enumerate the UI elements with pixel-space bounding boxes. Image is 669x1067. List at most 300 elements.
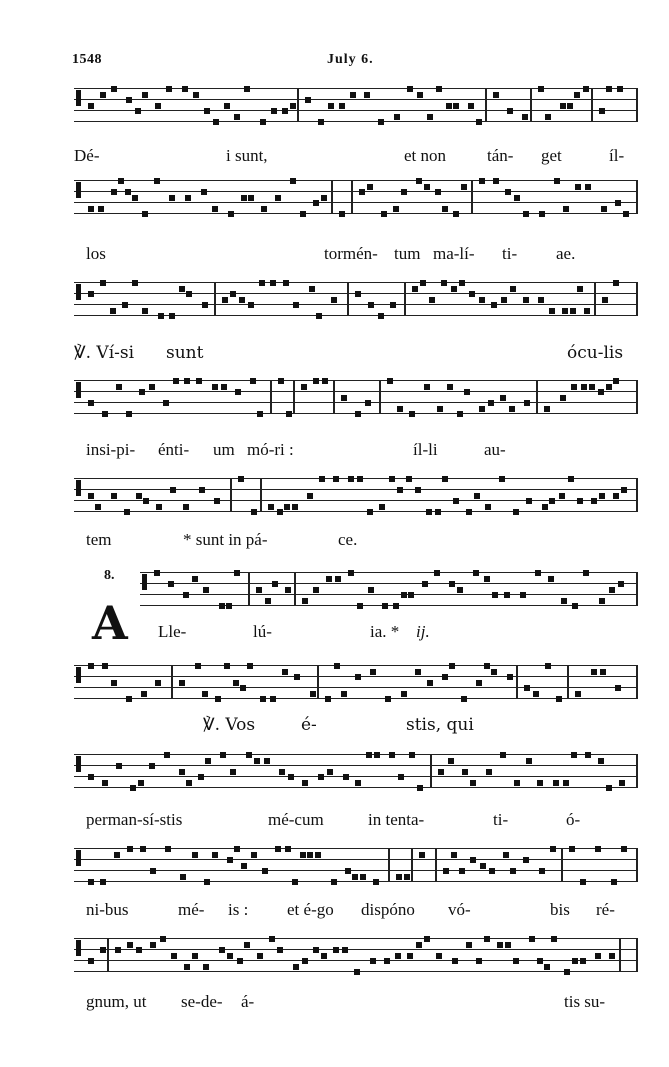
- neume-note: [213, 119, 219, 125]
- neume-note: [544, 964, 550, 970]
- lyric-line-3: [0, 343, 669, 367]
- syllable: ij.: [416, 622, 430, 641]
- neume-note: [98, 206, 104, 212]
- neume-note: [542, 504, 548, 510]
- neume-note: [271, 108, 277, 114]
- syllable: mé-cum: [268, 810, 324, 829]
- lyric-line-9: [0, 900, 669, 924]
- syllable: ti-: [502, 244, 518, 263]
- neume-note: [501, 297, 507, 303]
- neume-note: [88, 103, 94, 109]
- neume-note: [493, 178, 499, 184]
- neume-note: [184, 378, 190, 384]
- syllable: Dé-: [74, 146, 100, 165]
- neume-note: [301, 384, 307, 390]
- neume-note: [224, 103, 230, 109]
- end-bar-line: [636, 572, 638, 605]
- neume-note: [401, 592, 407, 598]
- neume-note: [149, 763, 155, 769]
- neume-note: [393, 206, 399, 212]
- bar-line: [171, 665, 173, 698]
- neume-note: [507, 108, 513, 114]
- neume-note: [204, 879, 210, 885]
- neume-note: [571, 384, 577, 390]
- neume-note: [514, 780, 520, 786]
- neume-note: [491, 669, 497, 675]
- syllable: bis: [550, 900, 570, 919]
- c-clef-icon: [76, 182, 81, 198]
- neume-note: [370, 958, 376, 964]
- neume-note: [215, 696, 221, 702]
- neume-note: [221, 384, 227, 390]
- staff-line: [74, 870, 638, 871]
- staff-line: [74, 391, 638, 392]
- neume-note: [179, 769, 185, 775]
- staff-line: [74, 282, 638, 283]
- neume-note: [165, 846, 171, 852]
- neume-note: [422, 581, 428, 587]
- syllable: dispóno: [361, 900, 415, 919]
- neume-note: [484, 936, 490, 942]
- syllable: ré-: [596, 900, 615, 919]
- neume-note: [453, 211, 459, 217]
- neume-note: [419, 852, 425, 858]
- neume-note: [447, 384, 453, 390]
- neume-note: [166, 86, 172, 92]
- neume-note: [350, 92, 356, 98]
- neume-note: [401, 189, 407, 195]
- staff-line: [74, 402, 638, 403]
- neume-note: [441, 280, 447, 286]
- neume-note: [600, 669, 606, 675]
- neume-note: [277, 509, 283, 515]
- neume-note: [394, 114, 400, 120]
- neume-note: [505, 189, 511, 195]
- neume-note: [436, 953, 442, 959]
- neume-note: [606, 785, 612, 791]
- bar-line: [404, 282, 406, 315]
- bar-line: [561, 848, 563, 881]
- neume-note: [313, 378, 319, 384]
- neume-note: [602, 297, 608, 303]
- neume-note: [285, 846, 291, 852]
- staff-line: [74, 776, 638, 777]
- lyric-line-8: [0, 810, 669, 834]
- neume-note: [476, 119, 482, 125]
- neume-note: [538, 297, 544, 303]
- neume-note: [102, 780, 108, 786]
- syllable: sunt: [166, 343, 204, 363]
- neume-note: [313, 200, 319, 206]
- neume-note: [114, 852, 120, 858]
- neume-note: [479, 178, 485, 184]
- bar-line: [294, 572, 296, 605]
- staff-line: [74, 787, 638, 788]
- neume-note: [505, 942, 511, 948]
- neume-note: [126, 97, 132, 103]
- neume-note: [171, 953, 177, 959]
- bar-line: [297, 88, 299, 121]
- neume-note: [381, 211, 387, 217]
- neume-note: [415, 487, 421, 493]
- neume-note: [424, 936, 430, 942]
- neume-note: [186, 780, 192, 786]
- bar-line: [317, 665, 319, 698]
- bar-line: [347, 282, 349, 315]
- neume-note: [572, 958, 578, 964]
- music-staff: [74, 478, 638, 512]
- neume-note: [352, 874, 358, 880]
- syllable: i sunt,: [226, 146, 268, 165]
- neume-note: [270, 280, 276, 286]
- neume-note: [160, 936, 166, 942]
- syllable: tán-: [487, 146, 514, 165]
- staff-line: [74, 489, 638, 490]
- neume-note: [497, 942, 503, 948]
- neume-note: [282, 108, 288, 114]
- syllable: ce.: [338, 530, 358, 549]
- neume-note: [341, 691, 347, 697]
- lyric-line-1: [0, 146, 669, 170]
- neume-note: [598, 389, 604, 395]
- neume-note: [452, 958, 458, 964]
- neume-note: [309, 286, 315, 292]
- neume-note: [397, 487, 403, 493]
- neume-note: [397, 406, 403, 412]
- syllable: ni-bus: [86, 900, 129, 919]
- bar-line: [435, 848, 437, 881]
- neume-note: [155, 680, 161, 686]
- neume-note: [88, 206, 94, 212]
- neume-note: [390, 302, 396, 308]
- neume-note: [111, 680, 117, 686]
- neume-note: [526, 758, 532, 764]
- neume-note: [470, 857, 476, 863]
- neume-note: [360, 874, 366, 880]
- neume-note: [469, 291, 475, 297]
- syllable: et non: [404, 146, 447, 165]
- neume-note: [551, 936, 557, 942]
- neume-note: [449, 663, 455, 669]
- bar-line: [471, 180, 473, 213]
- c-clef-icon: [76, 90, 81, 106]
- neume-note: [513, 509, 519, 515]
- neume-note: [426, 509, 432, 515]
- syllable: tem: [86, 530, 112, 549]
- neume-note: [290, 103, 296, 109]
- page-date: July 6.: [327, 52, 374, 67]
- neume-note: [545, 114, 551, 120]
- neume-note: [466, 942, 472, 948]
- neume-note: [168, 581, 174, 587]
- neume-note: [254, 758, 260, 764]
- neume-note: [275, 846, 281, 852]
- neume-note: [382, 603, 388, 609]
- neume-note: [212, 852, 218, 858]
- neume-note: [286, 411, 292, 417]
- neume-note: [142, 308, 148, 314]
- neume-note: [345, 868, 351, 874]
- bar-line: [230, 478, 232, 511]
- end-bar-line: [636, 848, 638, 881]
- staff-line: [74, 304, 638, 305]
- bar-line: [591, 88, 593, 121]
- neume-note: [476, 680, 482, 686]
- syllable: ma-lí-: [433, 244, 475, 263]
- neume-note: [293, 302, 299, 308]
- c-clef-icon: [76, 382, 81, 398]
- neume-note: [333, 476, 339, 482]
- neume-note: [389, 752, 395, 758]
- neume-note: [256, 587, 262, 593]
- neume-note: [155, 103, 161, 109]
- syllable: énti-: [158, 440, 190, 459]
- neume-note: [139, 389, 145, 395]
- neume-note: [523, 297, 529, 303]
- neume-note: [601, 206, 607, 212]
- neume-note: [499, 476, 505, 482]
- neume-note: [257, 411, 263, 417]
- neume-note: [416, 942, 422, 948]
- neume-note: [484, 663, 490, 669]
- neume-note: [409, 752, 415, 758]
- neume-note: [331, 879, 337, 885]
- neume-note: [195, 663, 201, 669]
- neume-note: [568, 476, 574, 482]
- neume-note: [396, 874, 402, 880]
- neume-note: [269, 936, 275, 942]
- neume-note: [180, 874, 186, 880]
- lyric-line-10: [0, 992, 669, 1016]
- neume-note: [300, 211, 306, 217]
- neume-note: [553, 780, 559, 786]
- staff-line: [74, 121, 638, 122]
- neume-note: [318, 774, 324, 780]
- neume-note: [355, 291, 361, 297]
- end-bar-line: [636, 282, 638, 315]
- neume-note: [136, 947, 142, 953]
- neume-note: [198, 774, 204, 780]
- neume-note: [479, 406, 485, 412]
- neume-note: [305, 97, 311, 103]
- neume-note: [570, 308, 576, 314]
- syllable: ℣. Vos: [203, 715, 256, 735]
- neume-note: [192, 852, 198, 858]
- neume-note: [484, 576, 490, 582]
- neume-note: [615, 685, 621, 691]
- neume-note: [193, 92, 199, 98]
- neume-note: [581, 384, 587, 390]
- staff-line: [74, 665, 638, 666]
- neume-note: [310, 691, 316, 697]
- music-staff: [74, 848, 638, 882]
- neume-note: [560, 395, 566, 401]
- end-bar-line: [636, 754, 638, 787]
- neume-note: [599, 493, 605, 499]
- syllable: los: [86, 244, 106, 263]
- neume-note: [461, 184, 467, 190]
- syllable: in tenta-: [368, 810, 425, 829]
- syllable: um: [213, 440, 235, 459]
- syllable: é-: [301, 715, 317, 735]
- neume-note: [595, 953, 601, 959]
- neume-note: [366, 752, 372, 758]
- neume-note: [453, 103, 459, 109]
- neume-note: [302, 958, 308, 964]
- neume-note: [100, 280, 106, 286]
- neume-note: [292, 879, 298, 885]
- neume-note: [219, 603, 225, 609]
- c-clef-icon: [76, 850, 81, 866]
- neume-note: [621, 846, 627, 852]
- neume-note: [493, 92, 499, 98]
- neume-note: [260, 119, 266, 125]
- neume-note: [277, 947, 283, 953]
- neume-note: [184, 964, 190, 970]
- page-header: [72, 52, 638, 72]
- neume-note: [102, 663, 108, 669]
- neume-note: [395, 953, 401, 959]
- neume-note: [409, 411, 415, 417]
- neume-note: [374, 752, 380, 758]
- neume-note: [132, 280, 138, 286]
- neume-note: [88, 291, 94, 297]
- neume-note: [461, 696, 467, 702]
- neume-note: [485, 504, 491, 510]
- neume-note: [169, 195, 175, 201]
- c-clef-icon: [76, 480, 81, 496]
- neume-note: [319, 476, 325, 482]
- neume-note: [619, 780, 625, 786]
- syllable: tormén-: [324, 244, 378, 263]
- staff-line: [74, 511, 638, 512]
- neume-note: [158, 313, 164, 319]
- neume-note: [318, 119, 324, 125]
- neume-note: [230, 291, 236, 297]
- neume-note: [435, 509, 441, 515]
- syllable: ti-: [493, 810, 509, 829]
- bar-line: [333, 380, 335, 413]
- neume-note: [539, 211, 545, 217]
- neume-note: [575, 691, 581, 697]
- neume-note: [609, 587, 615, 593]
- end-bar-line: [636, 938, 638, 971]
- neume-note: [237, 958, 243, 964]
- neume-note: [203, 587, 209, 593]
- neume-note: [325, 696, 331, 702]
- music-staff: [74, 180, 638, 214]
- neume-note: [192, 953, 198, 959]
- neume-note: [322, 378, 328, 384]
- neume-note: [259, 280, 265, 286]
- neume-note: [613, 280, 619, 286]
- syllable: íl-li: [413, 440, 438, 459]
- bar-line: [331, 180, 333, 213]
- neume-note: [504, 592, 510, 598]
- neume-note: [585, 184, 591, 190]
- neume-note: [537, 780, 543, 786]
- neume-note: [126, 411, 132, 417]
- neume-note: [116, 384, 122, 390]
- bar-line: [619, 938, 621, 971]
- neume-note: [513, 958, 519, 964]
- neume-note: [355, 674, 361, 680]
- bar-line: [485, 88, 487, 121]
- neume-note: [393, 603, 399, 609]
- staff-line: [140, 594, 638, 595]
- neume-note: [492, 592, 498, 598]
- neume-note: [222, 297, 228, 303]
- neume-note: [279, 769, 285, 775]
- neume-note: [307, 493, 313, 499]
- neume-note: [491, 302, 497, 308]
- syllable: ae.: [556, 244, 576, 263]
- end-bar-line: [636, 380, 638, 413]
- neume-note: [459, 868, 465, 874]
- neume-note: [130, 785, 136, 791]
- neume-note: [88, 879, 94, 885]
- lyric-line-2: [0, 244, 669, 268]
- syllable: stis, qui: [406, 715, 474, 735]
- neume-note: [567, 103, 573, 109]
- neume-note: [545, 663, 551, 669]
- neume-note: [251, 852, 257, 858]
- neume-note: [115, 947, 121, 953]
- neume-note: [385, 696, 391, 702]
- staff-line: [74, 687, 638, 688]
- neume-note: [434, 570, 440, 576]
- neume-note: [523, 857, 529, 863]
- music-staff: [74, 282, 638, 316]
- neume-note: [292, 504, 298, 510]
- neume-note: [293, 964, 299, 970]
- neume-note: [509, 406, 515, 412]
- neume-note: [448, 758, 454, 764]
- syllable: se-de-: [181, 992, 223, 1011]
- neume-note: [464, 389, 470, 395]
- neume-note: [240, 685, 246, 691]
- neume-note: [342, 947, 348, 953]
- syllable: gnum, ut: [86, 992, 147, 1011]
- neume-note: [339, 211, 345, 217]
- neume-note: [459, 280, 465, 286]
- neume-note: [230, 769, 236, 775]
- syllable: get: [541, 146, 562, 165]
- neume-note: [449, 581, 455, 587]
- neume-note: [246, 752, 252, 758]
- neume-note: [468, 103, 474, 109]
- neume-note: [202, 691, 208, 697]
- neume-note: [285, 587, 291, 593]
- neume-note: [248, 195, 254, 201]
- neume-note: [437, 406, 443, 412]
- bar-line: [530, 88, 532, 121]
- neume-note: [407, 86, 413, 92]
- neume-note: [125, 189, 131, 195]
- neume-note: [214, 498, 220, 504]
- neume-note: [186, 291, 192, 297]
- syllable: íl-: [609, 146, 625, 165]
- neume-note: [316, 313, 322, 319]
- neume-note: [407, 953, 413, 959]
- neume-note: [510, 286, 516, 292]
- syllable: tum: [394, 244, 421, 263]
- neume-note: [583, 570, 589, 576]
- neume-note: [549, 498, 555, 504]
- neume-note: [334, 663, 340, 669]
- lyric-line-7: [0, 715, 669, 739]
- neume-note: [427, 680, 433, 686]
